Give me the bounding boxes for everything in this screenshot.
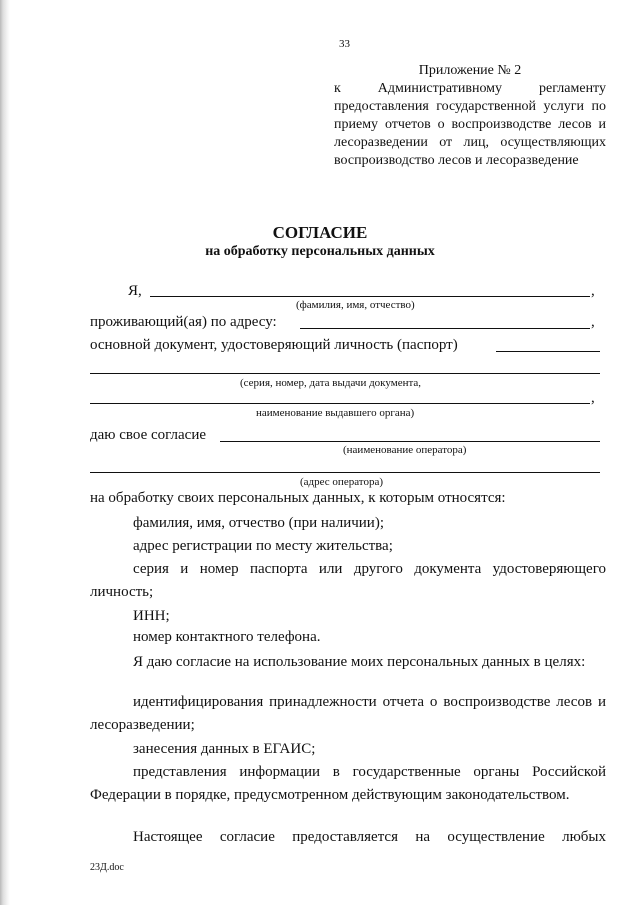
fio-underline: [150, 296, 590, 297]
consent-label: даю свое согласие: [90, 427, 207, 443]
operator-address-underline: [90, 472, 600, 473]
page-number: 33: [339, 38, 350, 50]
operator-address-hint: (адрес оператора): [300, 476, 384, 488]
document-details-underline: [90, 373, 600, 374]
scan-edge: [0, 0, 10, 905]
document-label: основной документ, удостоверяющий личность (паспорт): [90, 337, 458, 353]
fio-comma: ,: [591, 283, 595, 299]
goal-identification: идентифицирования принадлежности отчета о воспроизводстве лесов и лесоразведении;: [90, 694, 606, 733]
document-subtitle: на обработку персональных данных: [205, 244, 435, 259]
fio-hint: (фамилия, имя, отчество): [296, 299, 415, 311]
appendix-text: к Административному регламенту предоставления государственной услуги по приему отчетов о воспроизводстве лесов и лесоразведении от лиц, осуществляющих воспроизводство лесов и лесоразведение: [334, 81, 606, 168]
data-item-phone: номер контактного телефона.: [133, 629, 321, 645]
address-comma: ,: [591, 314, 595, 330]
document-underline: [496, 351, 600, 352]
footer-filename: 23Д.doc: [90, 862, 124, 873]
address-underline: [300, 328, 590, 329]
document-title: СОГЛАСИЕ: [272, 223, 368, 242]
data-item-fio: фамилия, имя, отчество (при наличии);: [133, 515, 384, 531]
issuer-comma: ,: [591, 390, 595, 406]
document-hint: (серия, номер, дата выдачи документа,: [240, 377, 422, 389]
address-label: проживающий(ая) по адресу:: [90, 314, 277, 330]
goal-egais: занесения данных в ЕГАИС;: [133, 741, 316, 757]
operator-name-hint: (наименование оператора): [343, 444, 467, 456]
final-paragraph: Настоящее согласие предоставляется на осуществление любых: [133, 829, 606, 845]
appendix-title: Приложение № 2: [418, 63, 522, 78]
operator-name-underline: [220, 441, 600, 442]
i-label: Я,: [128, 283, 142, 299]
data-item-passport: серия и номер паспорта или другого документа удостоверяющего личность;: [90, 561, 606, 600]
body-intro: на обработку своих персональных данных, к которым относятся:: [90, 490, 506, 506]
data-item-address: адрес регистрации по месту жительства;: [133, 538, 393, 554]
issuer-hint: наименование выдавшего органа): [256, 407, 415, 419]
issuer-underline: [90, 403, 590, 404]
appendix-block: [334, 62, 606, 170]
purpose-paragraph: Я даю согласие на использование моих персональных данных в целях:: [133, 654, 586, 670]
goal-state-agencies: представления информации в государственные органы Российской Федерации в порядке, предусмотренном действующим законодательством.: [90, 764, 606, 803]
data-item-inn: ИНН;: [133, 608, 170, 624]
